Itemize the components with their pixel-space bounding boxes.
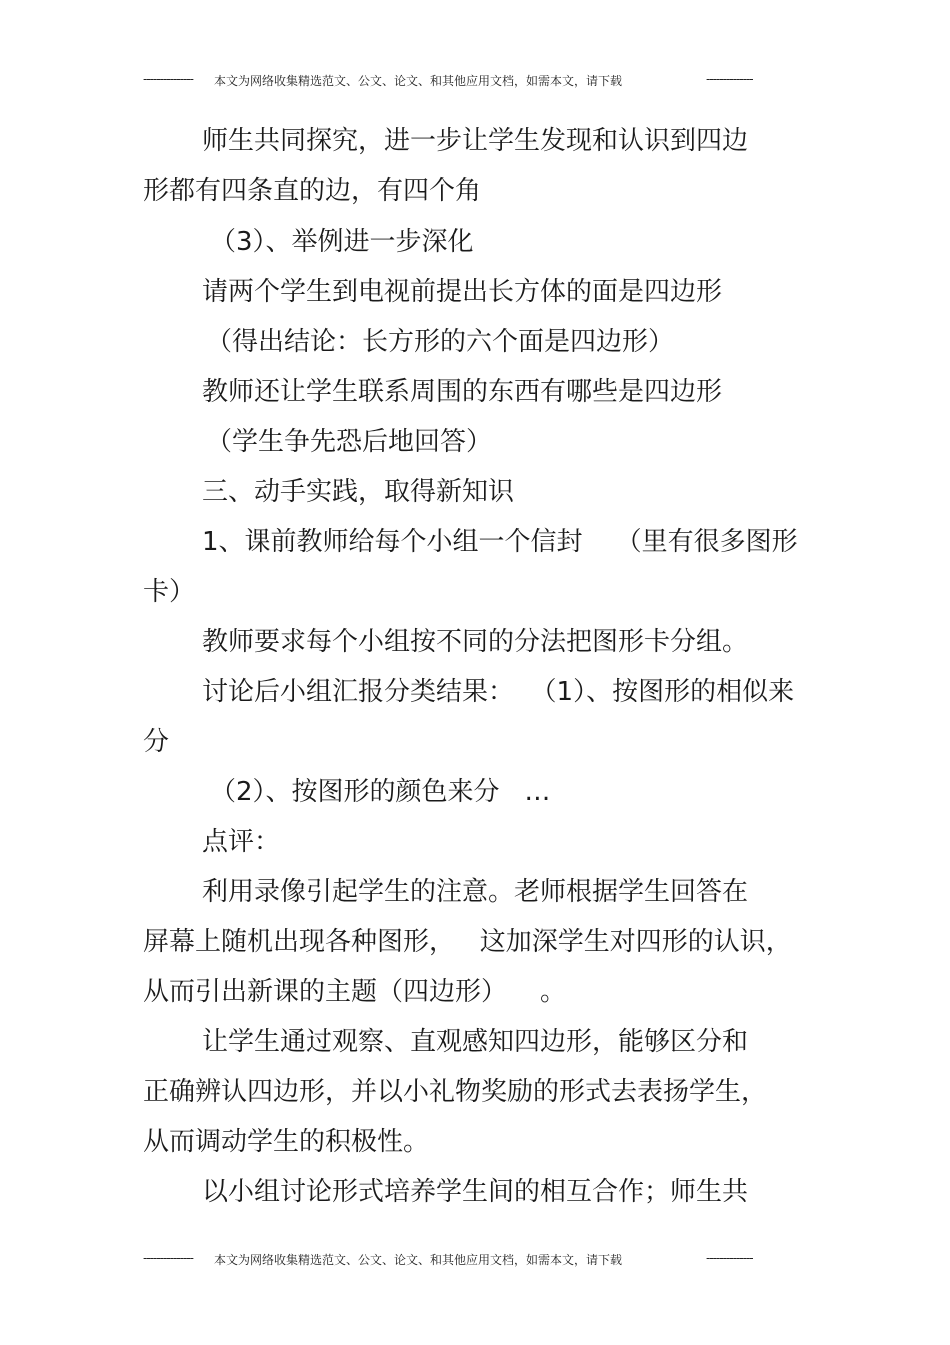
text-line: 形都有四条直的边，有四个角 (143, 176, 482, 206)
text-line: （2）、按图形的颜色来分 … (210, 777, 551, 807)
text-line: 1、课前教师给每个小组一个信封 （里有很多图形 (202, 527, 798, 557)
text-line: 师生共同探究，进一步让学生发现和认识到四边 (202, 126, 749, 156)
text-line: 卡） (143, 577, 196, 607)
text-line: （得出结论：长方形的六个面是四边形） (206, 327, 675, 357)
header-dash-right: -------------- (706, 72, 753, 86)
text-line: 正确辨认四边形，并以小礼物奖励的形式去表扬学生， (143, 1077, 768, 1107)
text-line: （3）、举例进一步深化 (210, 227, 474, 257)
text-line: 以小组讨论形式培养学生间的相互合作；师生共 (202, 1177, 749, 1207)
text-line: 三、动手实践，取得新知识 (202, 477, 515, 507)
page-footer (0, 1251, 950, 1271)
text-line: 讨论后小组汇报分类结果： （1）、按图形的相似来 (202, 677, 795, 707)
text-line: 从而引出新课的主题（四边形） 。 (143, 977, 567, 1007)
text-line: 请两个学生到电视前提出长方体的面是四边形 (202, 277, 723, 307)
text-line: 从而调动学生的积极性。 (143, 1127, 430, 1157)
text-line: 利用录像引起学生的注意。老师根据学生回答在 (202, 877, 749, 907)
text-line: （学生争先恐后地回答） (206, 427, 493, 457)
text-line: 点评： (202, 827, 281, 857)
text-line: 教师要求每个小组按不同的分法把图形卡分组。 (202, 627, 749, 657)
text-line: 教师还让学生联系周围的东西有哪些是四边形 (202, 377, 723, 407)
footer-text: 本文为网络收集精选范文、公文、论文、和其他应用文档，如需本文，请下载 (214, 1253, 623, 1267)
text-line: 分 (143, 727, 170, 757)
header-text: 本文为网络收集精选范文、公文、论文、和其他应用文档，如需本文，请下载 (214, 74, 623, 88)
footer-dash-left: --------------- (143, 1251, 193, 1265)
text-line: 屏幕上随机出现各种图形， 这加深学生对四形的认识， (143, 927, 792, 957)
header-dash-left: --------------- (143, 72, 193, 86)
text-line: 让学生通过观察、直观感知四边形，能够区分和 (202, 1027, 749, 1057)
footer-dash-right: -------------- (706, 1251, 753, 1265)
